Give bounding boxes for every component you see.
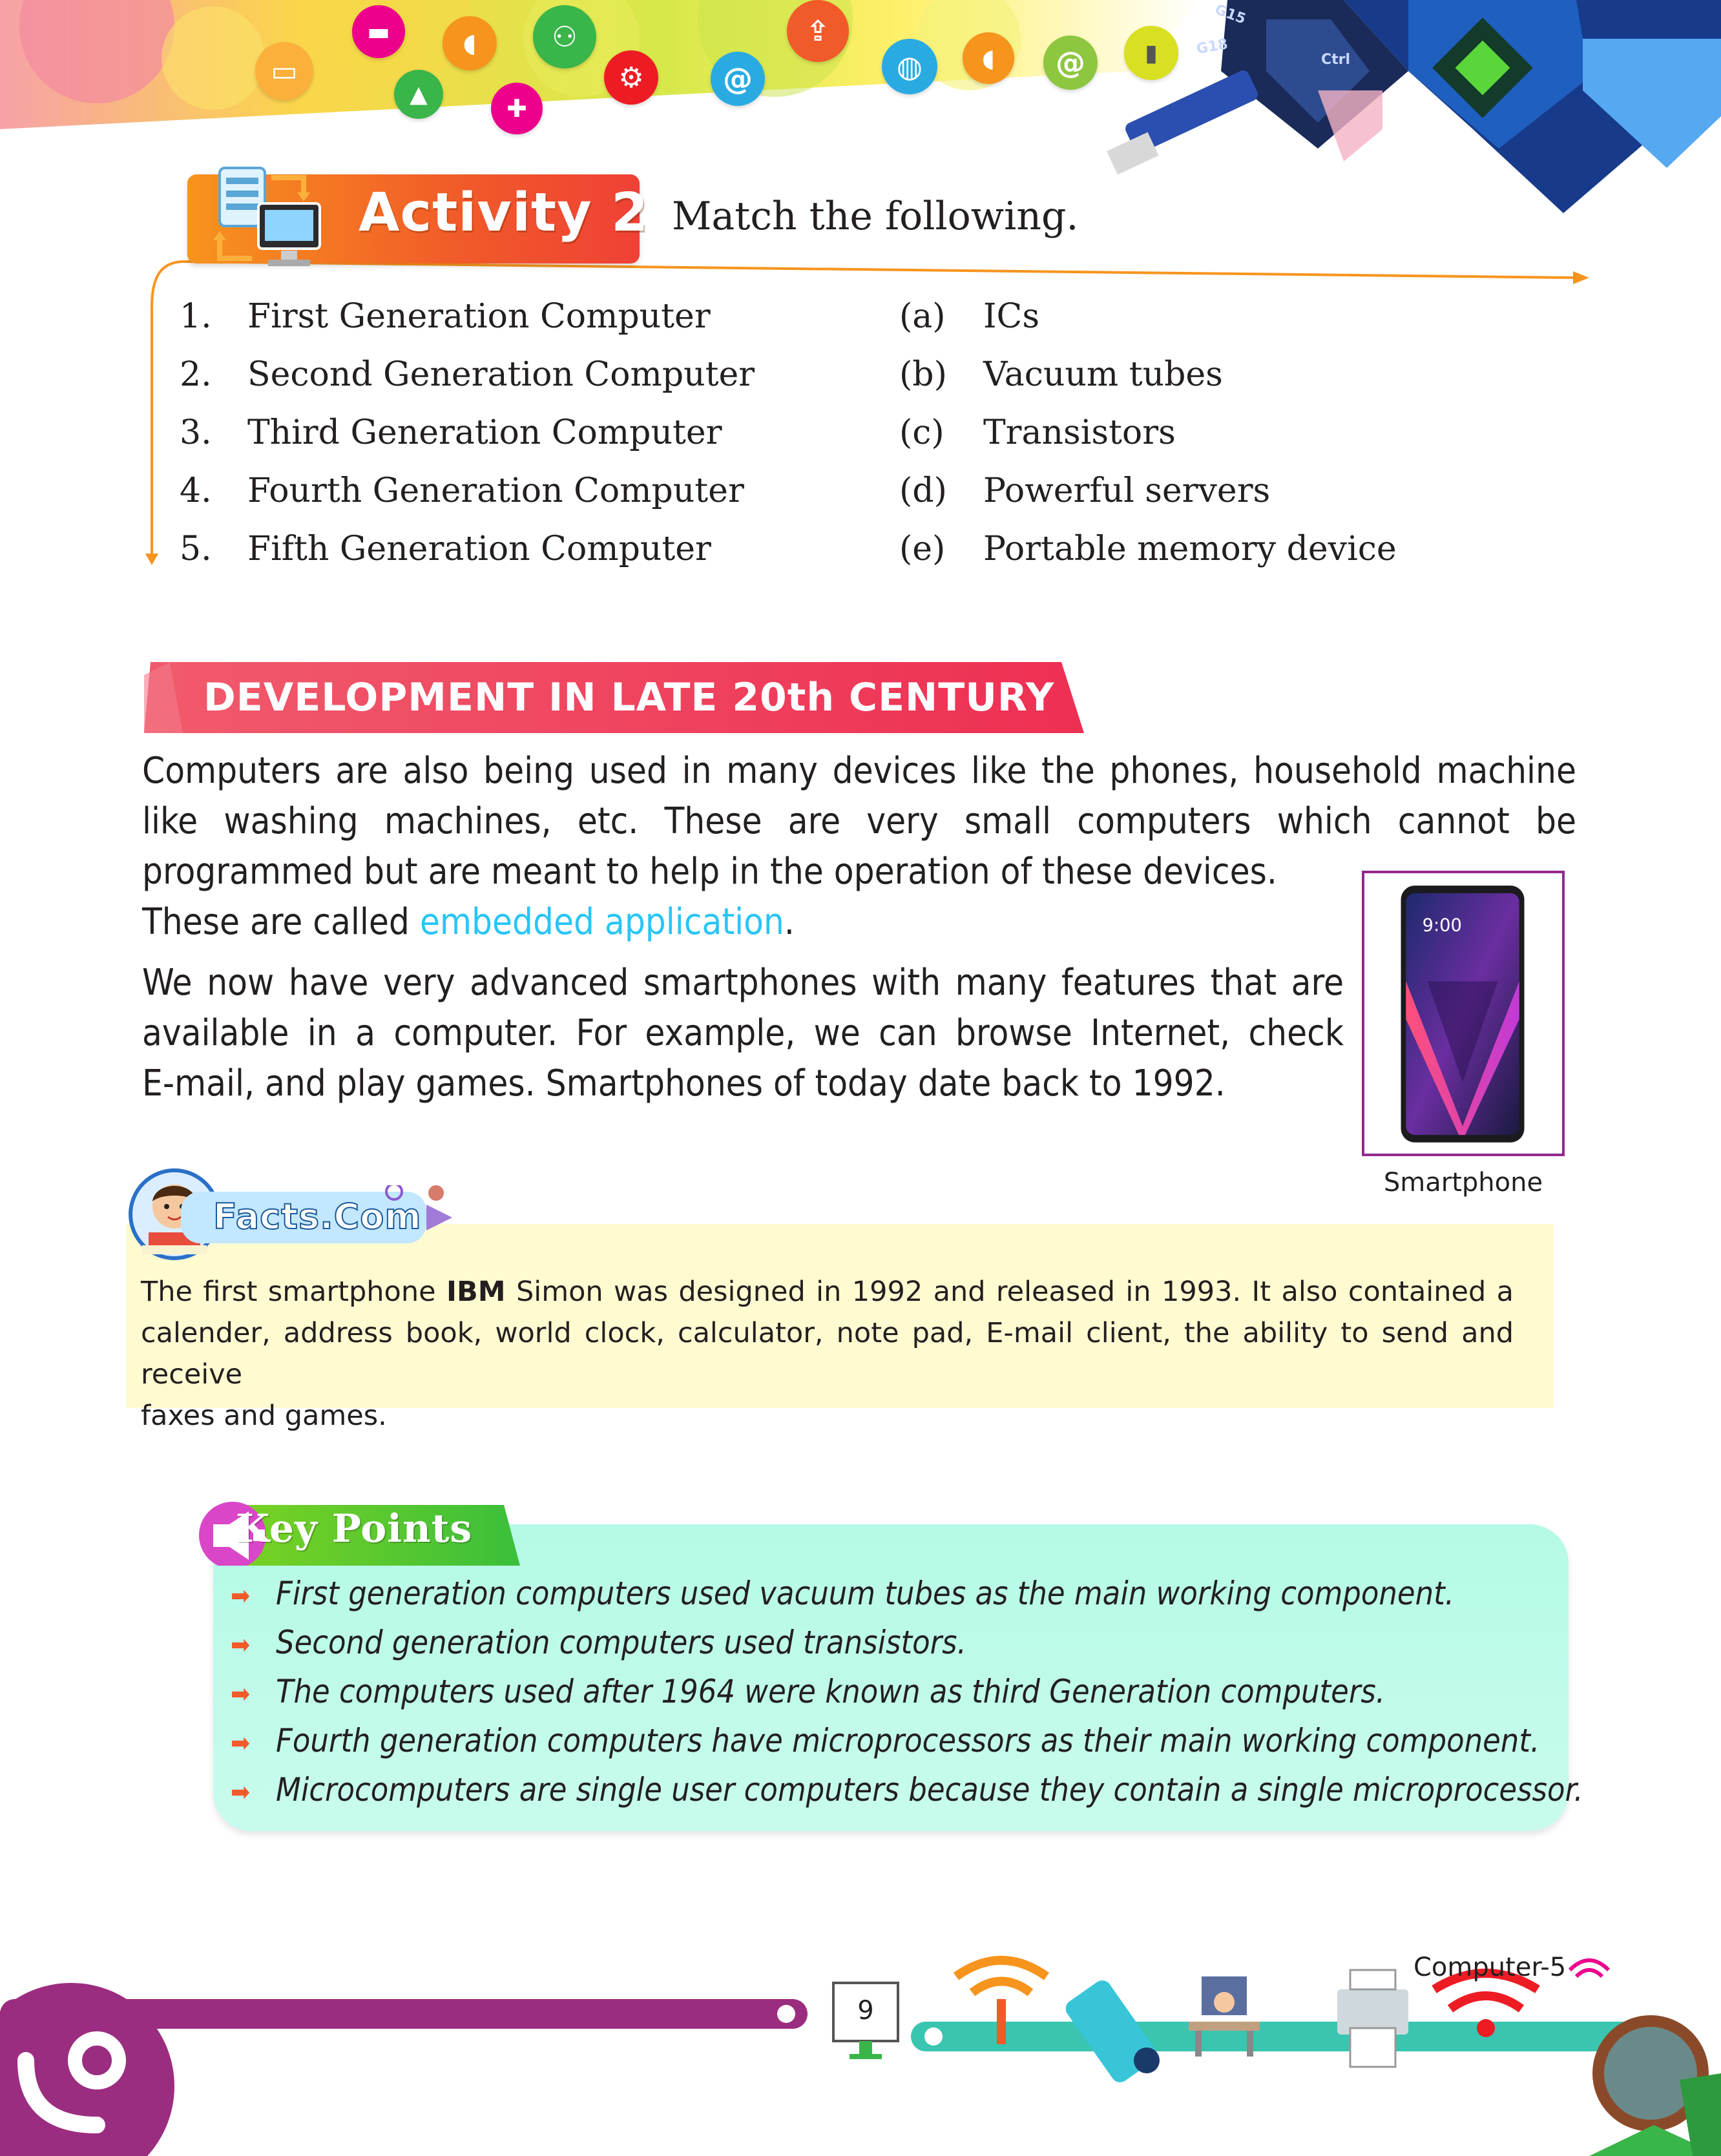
key-points-label: Key Points xyxy=(236,1506,473,1551)
paragraph-line: We now have very advanced smartphones with many features that are xyxy=(142,962,1344,1004)
section-heading: DEVELOPMENT IN LATE 20th CENTURY xyxy=(203,675,1055,720)
arrow-bullet-icon: ➡ xyxy=(231,1630,251,1660)
page-number: 9 xyxy=(840,1988,892,2033)
gear-icon: ⚙ xyxy=(604,50,658,105)
at-icon-2: @ xyxy=(1043,36,1098,90)
phone-time: 9:00 xyxy=(1422,915,1462,936)
item-letter: (c) xyxy=(899,413,944,452)
key-point-item xyxy=(231,1722,1539,1759)
ibm-term: IBM xyxy=(446,1276,506,1308)
match-right-item xyxy=(899,413,1176,452)
book-title: Computer-5 xyxy=(1413,1953,1567,1982)
key-point-item xyxy=(231,1624,966,1661)
activity-title: Activity 2 xyxy=(359,182,649,244)
paragraph-line: programmed but are meant to help in the operation of these devices. xyxy=(142,851,1277,893)
text-fragment: Simon was designed in 1992 and released in 1993. It also contained a xyxy=(505,1276,1514,1308)
text-fragment: The first smartphone xyxy=(141,1276,446,1308)
item-number: 3. xyxy=(180,413,212,452)
key-ctrl-label: Ctrl xyxy=(1321,52,1351,68)
item-text: ICs xyxy=(983,297,1040,336)
item-letter: (b) xyxy=(899,355,947,394)
at-icon-1: @ xyxy=(711,52,765,106)
upload-icon: ⇪ xyxy=(787,0,849,62)
paragraph-line: like washing machines, etc. These are very small computers which cannot be xyxy=(142,800,1576,842)
key-point-text: First generation computers used vacuum tubes as the main working component. xyxy=(276,1575,1454,1612)
item-letter: (d) xyxy=(899,472,947,510)
key-point-text: Microcomputers are single user computers because they contain a single microprocessor. xyxy=(276,1771,1583,1809)
globe-icon: ◍ xyxy=(882,39,937,94)
match-left-item xyxy=(180,472,744,510)
match-left-item xyxy=(180,413,722,452)
key-point-text: Second generation computers used transistors. xyxy=(276,1624,966,1661)
smartphone-image-frame xyxy=(1362,871,1565,1156)
paragraph-line: E-mail, and play games. Smartphones of today date back to 1992. xyxy=(142,1062,1226,1104)
match-right-item xyxy=(899,472,1270,510)
arrow-bullet-icon: ➡ xyxy=(231,1679,251,1709)
mouse-icon-2: ◖ xyxy=(963,32,1014,84)
text-fragment: These are called xyxy=(142,901,420,943)
item-text: First Generation Computer xyxy=(247,297,711,336)
match-right-item xyxy=(899,355,1223,394)
key-point-text: Fourth generation computers have microprocessors as their main working component. xyxy=(276,1722,1540,1759)
paragraph-1 xyxy=(142,746,1576,847)
paragraph-2 xyxy=(142,958,1344,1109)
arrow-bullet-icon: ➡ xyxy=(231,1728,251,1758)
key-point-item xyxy=(231,1575,1454,1612)
computer-transfer-icon xyxy=(194,161,329,271)
monitor-icon: ▭ xyxy=(255,42,313,100)
item-text: Fifth Generation Computer xyxy=(247,530,711,568)
gamepad-icon: ✚ xyxy=(491,83,543,134)
match-left-item xyxy=(180,297,711,336)
mouse-icon: ◖ xyxy=(443,16,497,70)
chart-icon: ▲ xyxy=(394,70,443,119)
arrow-bullet-icon: ➡ xyxy=(231,1581,251,1611)
match-right-item xyxy=(899,530,1397,568)
key-point-item xyxy=(231,1771,1583,1809)
match-right-item xyxy=(899,297,1039,336)
item-text: Transistors xyxy=(983,413,1176,452)
embedded-application-term: embedded application xyxy=(419,901,784,943)
activity-instruction: Match the following. xyxy=(672,194,1079,239)
facts-line: calender, address book, world clock, calculator, note pad, E-mail client, the ability to send and receive xyxy=(141,1317,1514,1391)
network-icon: ⚇ xyxy=(533,5,596,68)
item-text: Portable memory device xyxy=(983,530,1397,568)
folder-icon: ▬ xyxy=(352,5,405,58)
item-text: Fourth Generation Computer xyxy=(247,472,744,510)
smartphone-image xyxy=(1364,873,1562,1154)
image-caption: Smartphone xyxy=(1383,1168,1543,1197)
match-left-item xyxy=(180,355,755,394)
paragraph-1-continued xyxy=(142,847,1344,948)
item-number: 2. xyxy=(180,355,212,394)
item-letter: (a) xyxy=(899,297,946,336)
facts-label: Facts.Com xyxy=(213,1196,422,1237)
item-number: 1. xyxy=(180,297,212,336)
text-fragment: . xyxy=(784,901,795,943)
bars-icon: ▮ xyxy=(1124,26,1178,80)
arrow-bullet-icon: ➡ xyxy=(231,1778,251,1807)
item-letter: (e) xyxy=(899,530,946,568)
item-text: Third Generation Computer xyxy=(247,413,722,452)
facts-line xyxy=(141,1271,1514,1312)
facts-line: faxes and games. xyxy=(141,1400,387,1432)
paragraph-line: available in a computer. For example, we can browse Internet, check xyxy=(142,1012,1344,1054)
item-text: Powerful servers xyxy=(983,472,1271,510)
key-g15-label: G15 xyxy=(1213,1,1248,28)
item-number: 4. xyxy=(180,472,212,510)
item-number: 5. xyxy=(180,530,212,568)
item-text: Second Generation Computer xyxy=(247,355,755,394)
key-g18-label: G18 xyxy=(1195,36,1229,58)
key-point-text: The computers used after 1964 were known as third Generation computers. xyxy=(276,1673,1386,1710)
paragraph-line: Computers are also being used in many devices like the phones, household machine xyxy=(142,750,1576,792)
item-text: Vacuum tubes xyxy=(983,355,1223,394)
key-point-item xyxy=(231,1673,1385,1710)
facts-text xyxy=(141,1271,1514,1436)
paragraph-line xyxy=(142,897,1344,948)
match-left-item xyxy=(180,530,711,568)
